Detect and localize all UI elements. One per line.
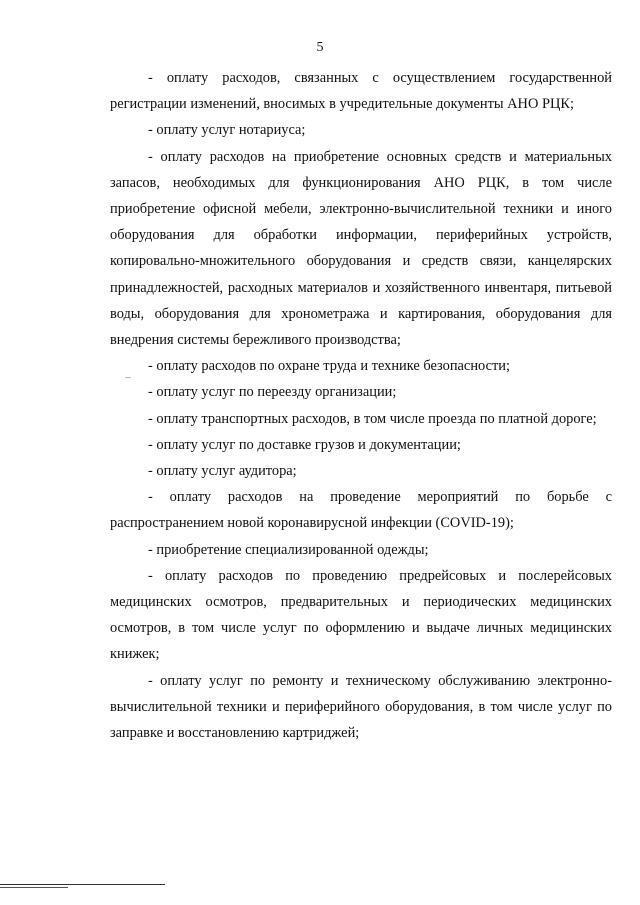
page-number: 5 — [316, 40, 324, 55]
paragraph-transport: - оплату транспортных расходов, в том числе проезда по платной дороге; — [148, 410, 597, 427]
paragraph-labor-safety: - оплату расходов по охране труда и технике безопасности; — [148, 358, 510, 375]
paragraph-relocation: - оплату услуг по переезду организации; — [148, 384, 397, 401]
bottom-rule-short — [0, 887, 68, 888]
scan-artifact-mark — [125, 377, 131, 378]
paragraph-medical: - оплату расходов по проведению предрейсовых и послерейсовых медицинских осмотров, предварительных и периодических медицинских осмотров, в том числе услуг по оформлению и выдаче личных медицинских книжек; — [110, 567, 612, 663]
bottom-rule — [0, 884, 165, 885]
paragraph-fixed-assets: - оплату расходов на приобретение основных средств и материальных запасов, необходимых для функционирования АНО РЦК, в том числе приобретение офисной мебели, электронно-вычислительной техники и иного оборудования для обработки информации, периферийных устройств, копировально-множительного оборудования и средств связи, канцелярских принадлежностей, расходных материалов и хозяйственного инвентаря, питьевой воды, оборудования для хронометража и картирования, оборудования для внедрения системы бережливого производства; — [110, 148, 612, 349]
paragraph-workwear: - приобретение специализированной одежды; — [148, 541, 429, 558]
paragraph-delivery: - оплату услуг по доставке грузов и документации; — [148, 436, 461, 453]
paragraph-auditor: - оплату услуг аудитора; — [148, 463, 297, 480]
paragraph-state-registration: - оплату расходов, связанных с осуществлением государственной регистрации изменений, вносимых в учредительные документы АНО РЦК; — [110, 70, 612, 113]
paragraph-notary: - оплату услуг нотариуса; — [148, 122, 306, 139]
paragraph-repair: - оплату услуг по ремонту и техническому обслуживанию электронно-вычислительной техники и периферийного оборудования, в том числе услуг по заправке и восстановлению картриджей; — [110, 672, 612, 742]
document-body — [110, 65, 612, 746]
paragraph-covid: - оплату расходов на проведение мероприятий по борьбе с распространением новой коронавирусной инфекции (COVID-19); — [110, 489, 612, 532]
